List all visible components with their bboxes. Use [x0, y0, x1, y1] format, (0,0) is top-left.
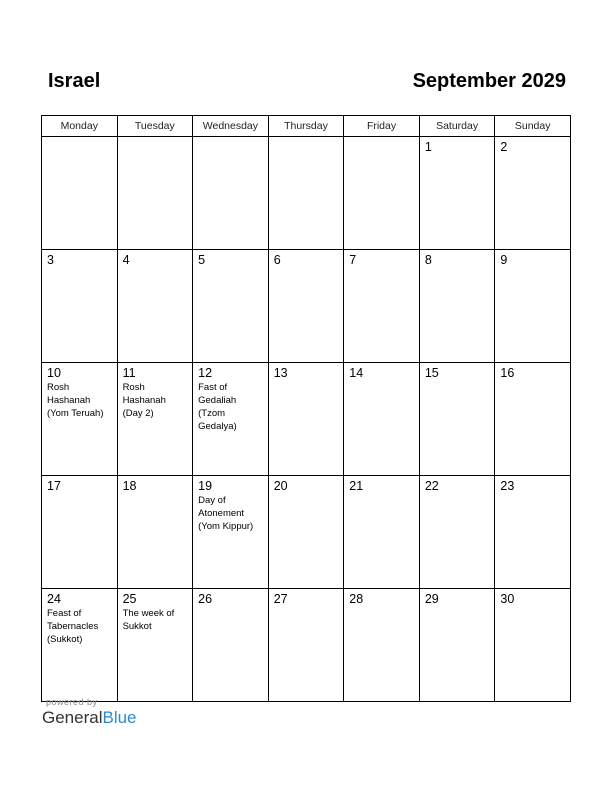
day-cell — [193, 137, 269, 250]
week-row — [42, 250, 571, 363]
footer — [42, 697, 137, 728]
day-cell — [419, 363, 495, 476]
holiday-label: (Yom Teruah) — [47, 408, 104, 419]
day-number: 12 — [198, 366, 213, 380]
day-cell — [268, 476, 344, 589]
day-cell — [117, 137, 193, 250]
day-cell — [419, 476, 495, 589]
day-cell — [268, 363, 344, 476]
day-cell — [344, 589, 420, 702]
day-number: 7 — [349, 253, 357, 267]
weekday-header-row — [42, 116, 571, 137]
day-cell — [42, 589, 118, 702]
brand-name-part1: General — [42, 708, 103, 727]
day-cell — [344, 137, 420, 250]
day-number: 5 — [198, 253, 206, 267]
day-number: 14 — [349, 366, 364, 380]
holiday-label: Rosh Hashanah — [47, 382, 91, 406]
day-number: 2 — [500, 140, 508, 154]
day-cell — [117, 363, 193, 476]
day-cell — [495, 589, 571, 702]
calendar-header — [42, 70, 566, 100]
day-cell — [193, 250, 269, 363]
brand-logo — [42, 708, 137, 728]
holiday-label: (Sukkot) — [47, 634, 83, 645]
day-cell — [419, 589, 495, 702]
holiday-label: (Yom Kippur) — [198, 521, 254, 532]
holiday-label: Atonement — [198, 508, 245, 519]
holiday-label: Gedaliah — [198, 395, 237, 406]
day-number: 27 — [273, 592, 288, 606]
day-number: 28 — [349, 592, 364, 606]
week-row — [42, 363, 571, 476]
day-number: 9 — [500, 253, 508, 267]
day-number: 3 — [47, 253, 54, 267]
day-cell — [344, 250, 420, 363]
month-title: September 2029 — [412, 70, 566, 92]
holiday-label: Day of — [198, 495, 226, 506]
weekday-header: Sunday — [495, 116, 571, 137]
day-number: 17 — [47, 479, 61, 493]
day-number: 10 — [47, 366, 61, 380]
weekday-header: Tuesday — [117, 116, 193, 137]
holiday-label: Rosh — [122, 382, 145, 393]
day-cell — [193, 476, 269, 589]
brand-name-part2: Blue — [102, 708, 137, 727]
holiday-label: (Day 2) — [122, 408, 154, 419]
holiday-label: Sukkot — [122, 621, 152, 632]
weekday-header: Monday — [42, 116, 118, 137]
day-cell — [419, 137, 495, 250]
day-number: 29 — [424, 592, 439, 606]
day-number: 19 — [198, 479, 213, 493]
calendar-grid — [41, 115, 571, 702]
day-number: 26 — [198, 592, 213, 606]
day-number: 18 — [122, 479, 137, 493]
day-cell — [193, 589, 269, 702]
holiday-label: (Tzom — [198, 408, 226, 419]
day-number: 25 — [122, 592, 137, 606]
day-number: 16 — [500, 366, 515, 380]
day-cell — [495, 250, 571, 363]
day-cell — [268, 589, 344, 702]
weekday-header: Friday — [344, 116, 420, 137]
day-number: 20 — [273, 479, 288, 493]
weekday-header: Wednesday — [193, 116, 269, 137]
week-row — [42, 589, 571, 702]
country-title: Israel — [48, 70, 101, 92]
calendar-body — [42, 137, 571, 702]
day-number: 22 — [424, 479, 439, 493]
day-number: 8 — [424, 253, 432, 267]
day-cell — [419, 250, 495, 363]
day-cell — [42, 137, 118, 250]
weekday-header: Saturday — [419, 116, 495, 137]
day-cell — [42, 363, 118, 476]
day-cell — [495, 137, 571, 250]
holiday-label: The week of — [122, 608, 175, 619]
day-cell — [42, 250, 118, 363]
day-cell — [193, 363, 269, 476]
day-number: 1 — [424, 140, 432, 154]
day-number: 11 — [122, 366, 136, 380]
day-cell — [117, 250, 193, 363]
powered-by-label: powered by — [46, 697, 98, 707]
week-row — [42, 476, 571, 589]
day-number: 13 — [273, 366, 288, 380]
day-number: 24 — [47, 592, 61, 606]
day-number: 23 — [500, 479, 515, 493]
day-cell — [117, 589, 193, 702]
day-cell — [495, 476, 571, 589]
day-cell — [42, 476, 118, 589]
day-cell — [117, 476, 193, 589]
day-number: 6 — [273, 253, 281, 267]
holiday-label: Feast of — [47, 608, 82, 619]
day-cell — [495, 363, 571, 476]
weekday-header: Thursday — [268, 116, 344, 137]
day-cell — [344, 476, 420, 589]
day-number: 21 — [349, 479, 364, 493]
holiday-label: Fast of — [198, 382, 228, 393]
day-number: 15 — [424, 366, 439, 380]
day-number: 30 — [500, 592, 515, 606]
day-number: 4 — [122, 253, 130, 267]
day-cell — [268, 137, 344, 250]
day-cell — [344, 363, 420, 476]
week-row — [42, 137, 571, 250]
day-cell — [268, 250, 344, 363]
holiday-label: Tabernacles — [47, 621, 99, 632]
holiday-label: Hashanah — [122, 395, 166, 406]
holiday-label: Gedalya) — [198, 421, 237, 432]
